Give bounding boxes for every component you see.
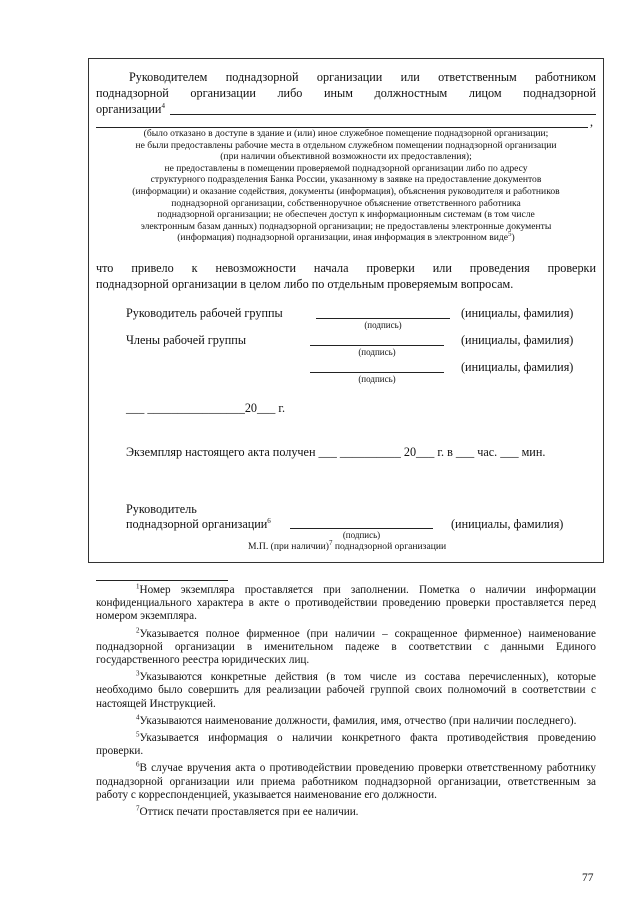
- org-head-signature-line: [290, 528, 433, 529]
- closing-comma: ,: [590, 115, 594, 129]
- member-1-signature-line: [310, 345, 444, 346]
- org-head-signature-caption: (подпись): [342, 530, 381, 540]
- footnote-6: $^6$В случае вручения акта о противодействии проведению проверки ответственному работнику поднадзорной организации или приема работником поднадзорной организации, ответственным за работу с корреспонденцией, указывается наименование его должности.: [96, 760, 596, 801]
- footnote-3: $^3$Указываются конкретные действия (в том числе из состава перечисленных), которые необходимо было совершить для реализации рабочей группой своих полномочий в соответствии с настоящей Инструкцией.: [96, 669, 596, 710]
- member-1-initials: (инициалы, фамилия): [461, 333, 574, 347]
- org-head-label-2: поднадзорной организации$^6$: [126, 516, 271, 531]
- head-of-group-label: Руководитель рабочей группы: [126, 306, 283, 320]
- official-fill-line-1: [170, 114, 596, 115]
- head-signature-caption: (подпись): [364, 320, 402, 330]
- head-initials: (инициалы, фамилия): [461, 306, 574, 320]
- result-line-2: поднадзорной организации в целом либо по отдельным проверяемым вопросам.: [96, 277, 514, 291]
- result-line-1: что привело к невозможности начала проверки или проведения проверки: [96, 261, 596, 275]
- footnote-7: $^7$Оттиск печати проставляется при ее наличии.: [136, 804, 359, 819]
- explanation-line: не были предоставлены рабочие места в отдельном служебном помещении поднадзорной организации: [135, 139, 557, 151]
- received-line: Экземпляр настоящего акта получен ___ __________ 20___ г. в ___ час. ___ мин.: [126, 445, 546, 459]
- footnote-2: $^2$Указывается полное фирменное (при наличии – сокращенное фирменное) наименование поднадзорной организации в именительном падеже в соответствии с данными Единого государственного реестра юридических лиц.: [96, 625, 596, 667]
- explanation-block: [96, 128, 596, 244]
- act-date: ___ ________________20___ г.: [126, 401, 286, 415]
- explanation-line: поднадзорной организации, собственноручное объяснение ответственного работника: [171, 197, 521, 209]
- footnote-4: $^4$Указываются наименование должности, фамилия, имя, отчество (при наличии последнего).: [136, 713, 577, 727]
- org-head-label-1: Руководитель: [126, 502, 197, 516]
- member-2-signature-caption: (подпись): [358, 374, 396, 384]
- members-label: Члены рабочей группы: [126, 333, 247, 347]
- explanation-line: (было отказано в доступе в здание и (или) иное служебное помещение поднадзорной организации;: [143, 128, 549, 139]
- explanation-line: структурного подразделения Банка России, указанному в заявке на предоставление документов: [150, 174, 542, 186]
- explanation-line: электронным базам данных) поднадзорной организации; не предоставлены электронные документы: [140, 220, 552, 232]
- footnotes: [96, 584, 596, 819]
- stamp-note: М.П. (при наличии)$^7$ поднадзорной организации: [248, 538, 447, 552]
- member-2-signature-line: [310, 372, 444, 373]
- page-number: 77: [582, 872, 594, 884]
- member-2-initials: (инициалы, фамилия): [461, 360, 574, 374]
- member-1-signature-caption: (подпись): [358, 347, 396, 357]
- footnote-separator: [96, 580, 228, 581]
- footnote-5: $^5$Указывается информация о наличии конкретного факта противодействия проведению проверки.: [96, 730, 596, 758]
- intro-line-3: организации$^4$: [96, 101, 165, 116]
- org-head-initials: (инициалы, фамилия): [451, 517, 564, 531]
- explanation-line: (информация) поднадзорной организации, иная информация в электронном виде$^5$): [177, 230, 515, 244]
- explanation-line: (при наличии объективной возможности их предоставления);: [220, 151, 472, 163]
- footnote-1: $^1$Номер экземпляра проставляется при заполнении. Пометка о наличии информации конфиденциального характера в акте о противодействии проведению проверки проставляется перед номером экземпляра.: [96, 582, 596, 623]
- intro-line-1: Руководителем поднадзорной организации или ответственным работником: [129, 70, 596, 84]
- explanation-line: поднадзорной организации; не обеспечен доступ к информационным системам (в том числе: [157, 209, 535, 221]
- intro-line-2: поднадзорной организации либо иным должностным лицом поднадзорной: [96, 86, 596, 100]
- head-signature-line: [316, 318, 450, 319]
- explanation-line: (информации) и оказание содействия, документы (информация), объяснения руководителя и работников: [132, 185, 560, 197]
- explanation-line: не предоставлены в помещении проверяемой поднадзорной организации либо по адресу: [164, 162, 528, 174]
